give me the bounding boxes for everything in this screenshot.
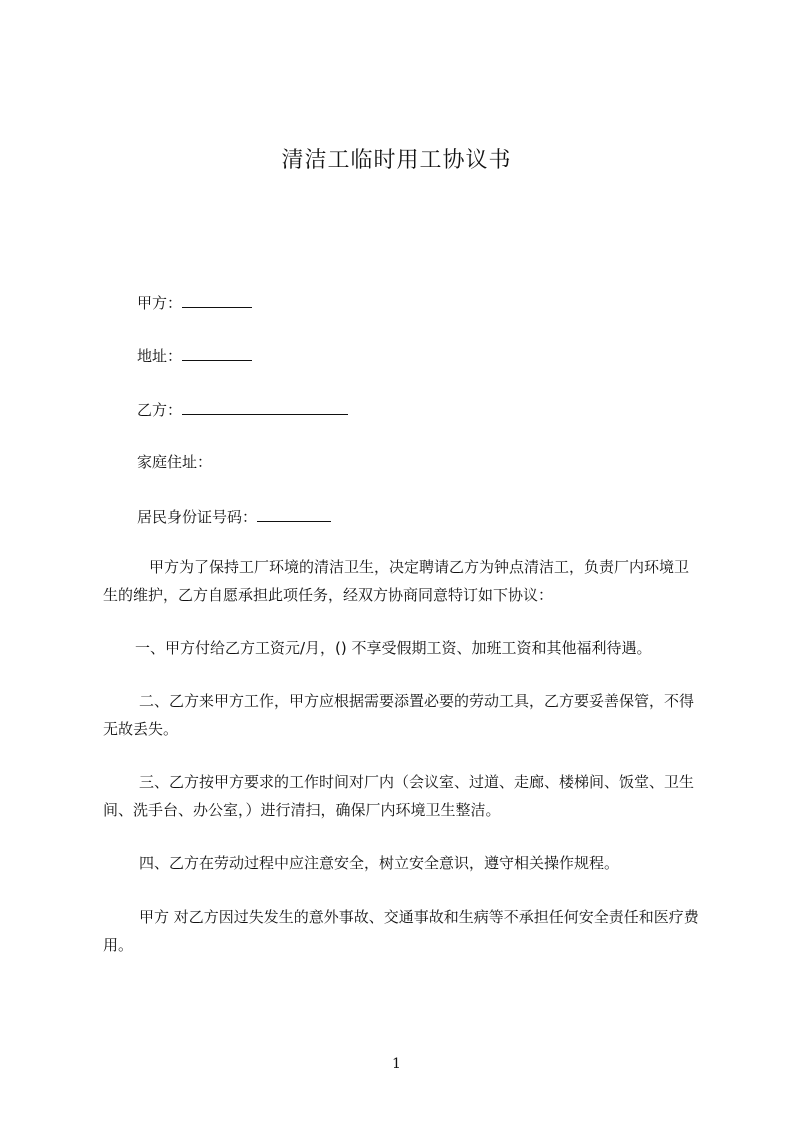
clause-1-paragraph: 一、甲方付给乙方工资元/月，() 不享受假期工资、加班工资和其他福利待遇。 bbox=[135, 639, 652, 657]
party-b-blank bbox=[182, 399, 348, 415]
party-a-label: 甲方： bbox=[137, 294, 183, 312]
id-number-blank bbox=[257, 506, 331, 522]
clause-2-paragraph: 二、乙方来甲方工作，甲方应根据需要添置必要的劳动工具，乙方要妥善保管，不得无故丢失。 bbox=[103, 692, 695, 738]
page-number: 1 bbox=[392, 1056, 401, 1072]
home-address-label: 家庭住址： bbox=[137, 453, 213, 471]
id-number-field bbox=[137, 506, 331, 527]
party-b-label: 乙方： bbox=[137, 401, 183, 419]
address-label: 地址： bbox=[137, 347, 183, 365]
clause-5-paragraph: 甲方 对乙方因过失发生的意外事故、交通事故和生病等不承担任何安全责任和医疗费用。 bbox=[103, 908, 699, 954]
home-address-field bbox=[137, 452, 212, 472]
party-a-field bbox=[137, 292, 252, 313]
address-field bbox=[137, 345, 252, 366]
clause-3-paragraph: 三、乙方按甲方要求的工作时间对厂内（会议室、过道、走廊、楼梯间、饭堂、卫生间、洗手台、办公室，）进行清扫，确保厂内环境卫生整洁。 bbox=[103, 773, 695, 819]
id-number-label: 居民身份证号码： bbox=[137, 508, 258, 526]
intro-paragraph: 甲方为了保持工厂环境的清洁卫生，决定聘请乙方为钟点清洁工，负责厂内环境卫生的维护，乙方自愿承担此项任务，经双方协商同意特订如下协议： bbox=[103, 558, 690, 604]
clause-4-paragraph: 四、乙方在劳动过程中应注意安全，树立安全意识，遵守相关操作规程。 bbox=[139, 854, 620, 872]
address-blank bbox=[182, 345, 252, 361]
party-b-field bbox=[137, 399, 348, 420]
document-title: 清洁工临时用工协议书 bbox=[281, 148, 512, 173]
party-a-blank bbox=[182, 292, 252, 308]
